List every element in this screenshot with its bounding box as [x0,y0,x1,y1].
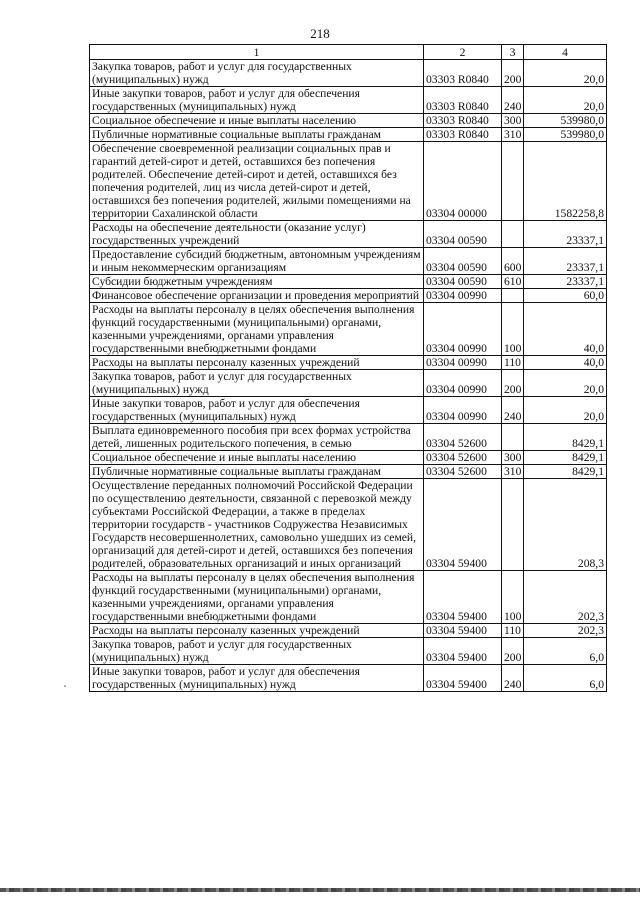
scan-speck [64,685,66,687]
row-amount-cell: 8429,1 [524,465,607,479]
table-row [90,248,607,275]
row-type-cell: 300 [502,451,524,465]
header-cell: 2 [424,45,502,60]
row-type-cell: 610 [502,275,524,289]
row-name-cell: Предоставление субсидий бюджетным, автономным учреждениям и иным некоммерческим организациям [90,248,424,275]
row-code-cell: 03304 00990 [424,303,502,356]
table-row [90,571,607,624]
row-name-cell: Закупка товаров, работ и услуг для государственных (муниципальных) нужд [90,60,424,87]
row-name-cell: Расходы на выплаты персоналу казенных учреждений [90,624,424,638]
header-cell: 3 [502,45,524,60]
table-row [90,142,607,221]
row-name-cell: Расходы на выплаты персоналу в целях обеспечения выполнения функций государственными (муниципальными) органами, казенными учреждениями, органами управления государственными внебюджетными фондами [90,303,424,356]
row-code-cell: 03304 00990 [424,289,502,303]
row-code-cell: 03304 52600 [424,451,502,465]
table-header-row [90,45,607,60]
table-row [90,60,607,87]
row-type-cell [502,142,524,221]
row-amount-cell: 539980,0 [524,128,607,142]
row-code-cell: 03304 00590 [424,275,502,289]
row-type-cell: 110 [502,624,524,638]
row-name-cell: Публичные нормативные социальные выплаты гражданам [90,465,424,479]
row-name-cell: Обеспечение своевременной реализации социальных прав и гарантий детей-сирот и детей, оставшихся без попечения родителей. Обеспечение детей-сирот и детей, оставшихся без попечения родителей, лиц из числа детей-сирот и детей, оставшихся без попечения родителей, жилыми помещениями на территории Сахалинской области [90,142,424,221]
row-code-cell: 03304 00990 [424,356,502,370]
table-row [90,397,607,424]
row-type-cell: 310 [502,465,524,479]
row-amount-cell: 20,0 [524,87,607,114]
row-code-cell: 03304 00000 [424,142,502,221]
row-amount-cell: 40,0 [524,303,607,356]
row-code-cell: 03304 52600 [424,424,502,451]
row-type-cell [502,479,524,571]
row-name-cell: Социальное обеспечение и иные выплаты населению [90,451,424,465]
row-amount-cell: 40,0 [524,356,607,370]
table-row [90,638,607,665]
row-type-cell [502,289,524,303]
row-amount-cell: 8429,1 [524,424,607,451]
row-type-cell: 200 [502,370,524,397]
row-amount-cell: 208,3 [524,479,607,571]
row-code-cell: 03303 R0840 [424,128,502,142]
row-type-cell: 310 [502,128,524,142]
row-amount-cell: 8429,1 [524,451,607,465]
row-type-cell: 600 [502,248,524,275]
scan-bottom-edge [0,888,640,892]
table-row [90,303,607,356]
row-code-cell: 03303 R0840 [424,114,502,128]
row-code-cell: 03303 R0840 [424,87,502,114]
page-number: 218 [310,26,330,41]
row-name-cell: Иные закупки товаров, работ и услуг для обеспечения государственных (муниципальных) нужд [90,665,424,692]
row-code-cell: 03304 00590 [424,221,502,248]
row-type-cell: 200 [502,60,524,87]
row-name-cell: Расходы на выплаты персоналу в целях обеспечения выполнения функций государственными (муниципальными) органами, казенными учреждениями, органами управления государственными внебюджетными фондами [90,571,424,624]
row-name-cell: Иные закупки товаров, работ и услуг для обеспечения государственных (муниципальных) нужд [90,87,424,114]
row-code-cell: 03304 52600 [424,465,502,479]
row-name-cell: Закупка товаров, работ и услуг для государственных (муниципальных) нужд [90,370,424,397]
table-row [90,424,607,451]
table-row [90,624,607,638]
row-type-cell: 100 [502,571,524,624]
row-amount-cell: 202,3 [524,571,607,624]
row-amount-cell: 20,0 [524,60,607,87]
row-amount-cell: 23337,1 [524,221,607,248]
row-code-cell: 03304 00990 [424,370,502,397]
table-row [90,114,607,128]
row-type-cell [502,424,524,451]
row-type-cell: 240 [502,397,524,424]
row-amount-cell: 539980,0 [524,114,607,128]
header-cell: 1 [90,45,424,60]
row-type-cell: 300 [502,114,524,128]
row-code-cell: 03303 R0840 [424,60,502,87]
row-amount-cell: 23337,1 [524,248,607,275]
table-row [90,221,607,248]
table-row [90,128,607,142]
row-amount-cell: 23337,1 [524,275,607,289]
table-row [90,87,607,114]
row-code-cell: 03304 00990 [424,397,502,424]
table-row [90,479,607,571]
budget-table [89,44,607,692]
row-type-cell: 110 [502,356,524,370]
row-name-cell: Публичные нормативные социальные выплаты гражданам [90,128,424,142]
row-name-cell: Закупка товаров, работ и услуг для государственных (муниципальных) нужд [90,638,424,665]
row-name-cell: Иные закупки товаров, работ и услуг для обеспечения государственных (муниципальных) нужд [90,397,424,424]
row-amount-cell: 202,3 [524,624,607,638]
table-row [90,370,607,397]
row-type-cell [502,221,524,248]
row-code-cell: 03304 59400 [424,638,502,665]
table-row [90,356,607,370]
row-amount-cell: 20,0 [524,370,607,397]
row-name-cell: Финансовое обеспечение организации и проведения мероприятий [90,289,424,303]
row-code-cell: 03304 59400 [424,624,502,638]
row-amount-cell: 1582258,8 [524,142,607,221]
table-row [90,665,607,692]
row-name-cell: Расходы на обеспечение деятельности (оказание услуг) государственных учреждений [90,221,424,248]
row-code-cell: 03304 59400 [424,665,502,692]
row-type-cell: 100 [502,303,524,356]
row-amount-cell: 60,0 [524,289,607,303]
header-cell: 4 [524,45,607,60]
row-code-cell: 03304 00590 [424,248,502,275]
row-name-cell: Осуществление переданных полномочий Российской Федерации по осуществлению деятельности, связанной с перевозкой между субъектами Российской Федерации, а также в пределах территории государств - участников Содружества Независимых Государств несовершеннолетних, самовольно ушедших из семей, организаций для детей-сирот и детей, оставшихся без попечения родителей, образовательных организаций и иных организаций [90,479,424,571]
table-row [90,289,607,303]
row-name-cell: Социальное обеспечение и иные выплаты населению [90,114,424,128]
row-amount-cell: 6,0 [524,665,607,692]
table-row [90,275,607,289]
row-type-cell: 240 [502,87,524,114]
table-row [90,451,607,465]
row-code-cell: 03304 59400 [424,571,502,624]
row-name-cell: Расходы на выплаты персоналу казенных учреждений [90,356,424,370]
table-row [90,465,607,479]
row-amount-cell: 20,0 [524,397,607,424]
row-type-cell: 240 [502,665,524,692]
row-name-cell: Субсидии бюджетным учреждениям [90,275,424,289]
row-code-cell: 03304 59400 [424,479,502,571]
row-amount-cell: 6,0 [524,638,607,665]
row-type-cell: 200 [502,638,524,665]
row-name-cell: Выплата единовременного пособия при всех формах устройства детей, лишенных родительского попечения, в семью [90,424,424,451]
